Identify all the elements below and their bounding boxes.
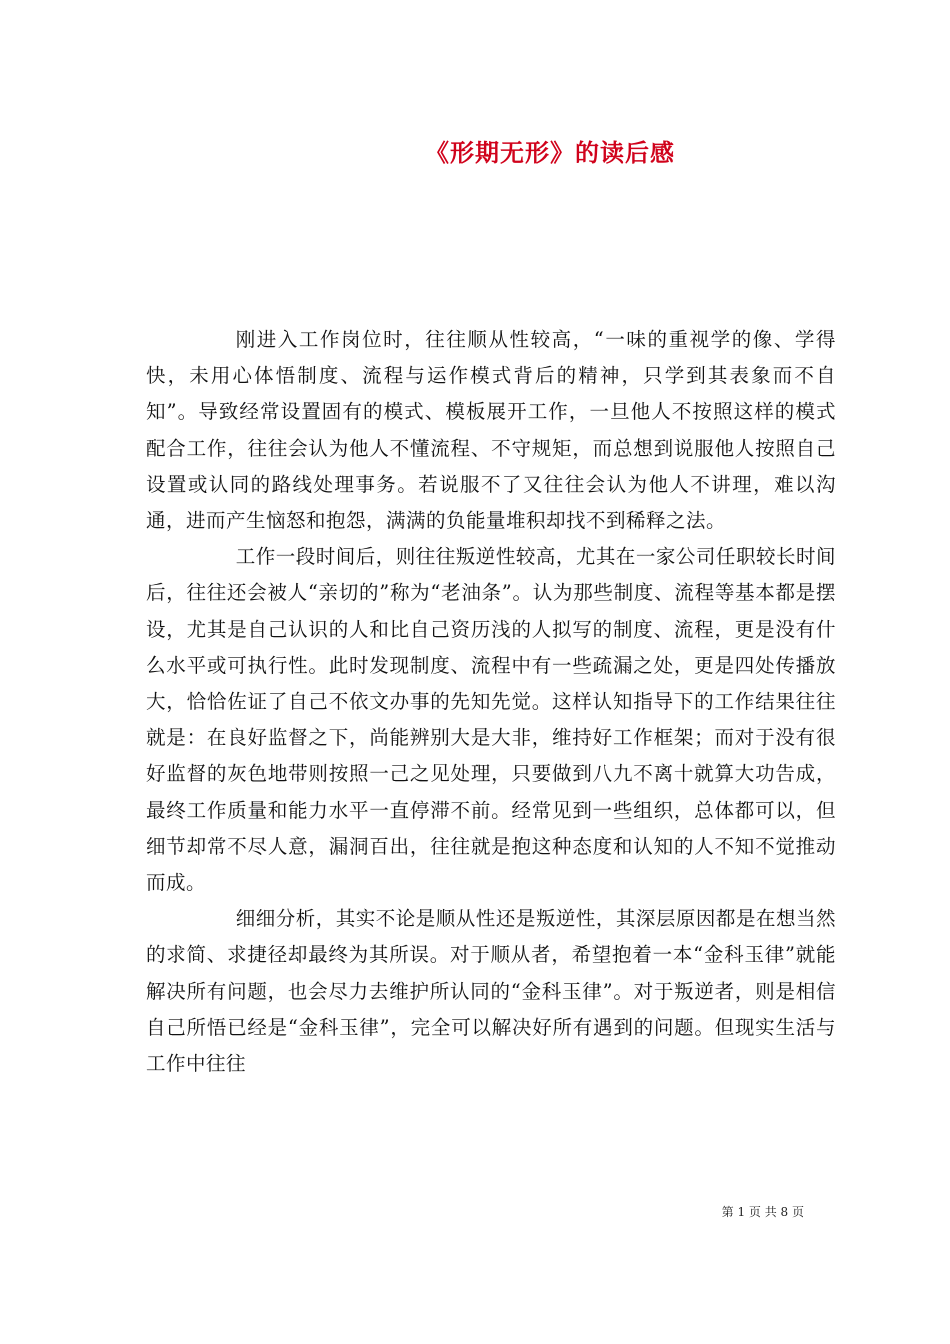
document-body <box>146 322 836 1082</box>
document-title: 《形期无形》的读后感 <box>425 138 675 167</box>
paragraph: 细细分析，其实不论是顺从性还是叛逆性，其深层原因都是在想当然的求简、求捷径却最终为其所误。对于顺从者，希望抱着一本“金科玉律”就能解决所有问题，也会尽力去维护所认同的“金科玉律”。对于叛逆者，则是相信自己所悟已经是“金科玉律”，完全可以解决好所有遇到的问题。但现实生活与工作中往往 <box>146 907 836 1076</box>
paragraph: 刚进入工作岗位时，往往顺从性较高，“一味的重视学的像、学得快，未用心体悟制度、流程与运作模式背后的精神，只学到其表象而不自知”。导致经常设置固有的模式、模板展开工作，一旦他人不按照这样的模式配合工作，往往会认为他人不懂流程、不守规矩，而总想到说服他人按照自己设置或认同的路线处理事务。若说服不了又往往会认为他人不讲理，难以沟通，进而产生恼怒和抱怨，满满的负能量堆积却找不到稀释之法。 <box>146 328 836 533</box>
page-number: 第 1 页 共 8 页 <box>721 1205 804 1219</box>
paragraph: 工作一段时间后，则往往叛逆性较高，尤其在一家公司任职较长时间后，往往还会被人“亲切的”称为“老油条”。认为那些制度、流程等基本都是摆设，尤其是自己认识的人和比自己资历浅的人拟写的制度、流程，更是没有什么水平或可执行性。此时发现制度、流程中有一些疏漏之处，更是四处传播放大，恰恰佐证了自己不依文办事的先知先觉。这样认知指导下的工作结果往往就是：在良好监督之下，尚能辨别大是大非，维持好工作框架；而对于没有很好监督的灰色地带则按照一己之见处理，只要做到八九不离十就算大功告成，最终工作质量和能力水平一直停滞不前。经常见到一些组织，总体都可以，但细节却常不尽人意，漏洞百出，往往就是抱这种态度和认知的人不知不觉推动而成。 <box>146 545 836 895</box>
